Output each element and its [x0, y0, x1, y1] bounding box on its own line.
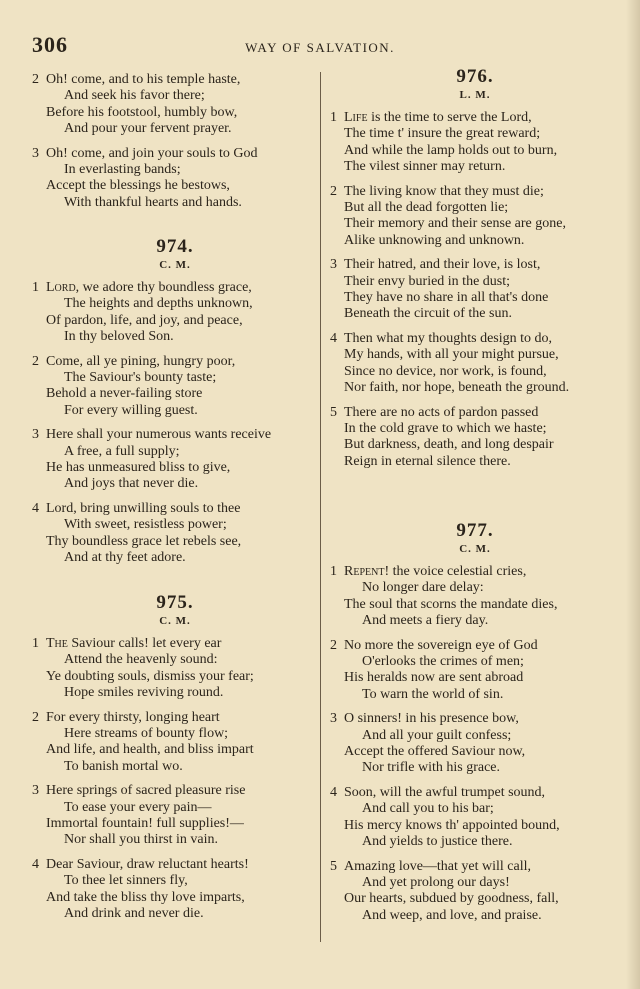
- verse-line: A free, a full supply;: [64, 443, 180, 459]
- verse-line: Nor trifle with his grace.: [362, 760, 501, 776]
- verse-line: To ease your every pain—: [64, 799, 212, 815]
- verse-line: And weep, and love, and praise.: [362, 907, 542, 923]
- verse-line: Come, all ye pining, hungry poor,: [46, 353, 236, 369]
- verse-line: He has unmeasured bliss to give,: [46, 460, 231, 476]
- running-head: WAY OF SALVATION.: [245, 40, 395, 55]
- verse-line: And call you to his bar;: [362, 801, 494, 817]
- verse-line: His heralds now are sent abroad: [344, 670, 524, 686]
- stanza: [32, 783, 318, 849]
- stanza: [32, 354, 318, 420]
- stanza-number: 1: [32, 636, 39, 651]
- stanza: [330, 785, 620, 851]
- stanza: [330, 110, 620, 176]
- verse-line: And life, and health, and bliss impart: [46, 742, 254, 758]
- verse-line: Their memory and their sense are gone,: [344, 216, 566, 232]
- stanza-number: 2: [32, 709, 39, 725]
- stanza: [32, 501, 318, 567]
- verse-line: In thy beloved Son.: [64, 329, 174, 345]
- stanza-number: 3: [330, 711, 337, 727]
- verse-line: Accept the offered Saviour now,: [344, 744, 526, 760]
- first-word: The: [46, 636, 68, 651]
- page-number: 306: [32, 32, 68, 57]
- stanza-number: 4: [32, 856, 39, 872]
- first-word: Lord,: [46, 280, 80, 295]
- stanza: [330, 331, 620, 397]
- verse-line: Soon, will the awful trumpet sound,: [344, 784, 546, 800]
- verse-line: For every willing guest.: [64, 402, 198, 418]
- stanza: [32, 280, 318, 346]
- stanza-number: 3: [330, 257, 337, 273]
- verse-line: Beneath the circuit of the sun.: [344, 306, 512, 322]
- verse-line: Thy boundless grace let rebels see,: [46, 533, 242, 549]
- hymn-number: 976.: [456, 66, 494, 87]
- hymn-meter: L. M.: [459, 89, 491, 101]
- stanza: [32, 72, 258, 138]
- stanza: [32, 146, 258, 212]
- first-word: Repent: [344, 564, 385, 579]
- verse-line: There are no acts of pardon passed: [344, 404, 539, 420]
- verse-line: Reign in eternal silence there.: [344, 453, 511, 469]
- first-word: Life: [344, 110, 368, 125]
- verse-line: And while the lamp holds out to burn,: [344, 142, 558, 158]
- stanza: [330, 564, 620, 630]
- hymn-meter: C. M.: [159, 615, 191, 627]
- verse-line: But all the dead forgotten lie;: [344, 200, 509, 216]
- verse-line: To warn the world of sin.: [362, 686, 504, 702]
- verse-line: Dear Saviour, draw reluctant hearts!: [46, 856, 249, 872]
- hymn-974: [32, 236, 318, 575]
- verse-line: Oh! come, and to his temple haste,: [46, 72, 241, 87]
- verse-line: They have no share in all that's done: [344, 290, 549, 306]
- verse-line: Their envy buried in the dust;: [344, 273, 511, 289]
- verse-line: To banish mortal wo.: [64, 758, 183, 774]
- verse-line: Nor faith, nor hope, beneath the ground.: [344, 380, 570, 396]
- stanza-number: 3: [32, 145, 39, 161]
- hymn-meter: C. M.: [459, 543, 491, 555]
- verse-line: And take the bliss thy love imparts,: [46, 889, 245, 905]
- verse-line: The Saviour's bounty taste;: [64, 370, 217, 386]
- stanza-number: 5: [330, 858, 337, 874]
- stanza-number: 5: [330, 404, 337, 420]
- hymn-975: [32, 592, 318, 931]
- stanza: [32, 427, 318, 493]
- verse-line: For every thirsty, longing heart: [46, 709, 220, 725]
- verse-line: And yields to justice there.: [362, 834, 513, 850]
- stanza-number: 4: [330, 784, 337, 800]
- stanza-number: 4: [32, 500, 39, 516]
- verse-line: Our hearts, subdued by goodness, fall,: [344, 891, 559, 907]
- stanza: [330, 711, 620, 777]
- verse-line: And meets a fiery day.: [362, 613, 489, 629]
- hymn-number: 974.: [156, 236, 194, 257]
- verse-line: The vilest sinner may return.: [344, 159, 506, 175]
- verse-line: And all your guilt confess;: [362, 727, 512, 743]
- stanza-number: 2: [330, 183, 337, 199]
- hymn-977: [330, 520, 620, 932]
- stanza-number: 1: [32, 280, 39, 295]
- verse-line: And pour your fervent prayer.: [64, 121, 232, 137]
- hymn-973-continuation: [32, 72, 258, 219]
- verse-line: The living know that they must die;: [344, 183, 544, 199]
- verse-line: With thankful hearts and hands.: [64, 194, 242, 210]
- verse-line: Accept the blessings he bestows,: [46, 178, 230, 194]
- stanza: [32, 710, 318, 776]
- verse-line: Alike unknowing and unknown.: [344, 232, 525, 248]
- stanza-number: 2: [32, 353, 39, 369]
- verse-line: Before his footstool, humbly bow,: [46, 104, 238, 120]
- verse-line: Nor shall you thirst in vain.: [64, 832, 218, 848]
- verse-line: Of pardon, life, and joy, and peace,: [46, 312, 243, 328]
- verse-line: The soul that scorns the mandate dies,: [344, 596, 558, 612]
- verse-line-rest: ! the voice celestial cries,: [384, 564, 527, 579]
- hymn-number: 977.: [456, 520, 494, 541]
- hymn-976: [330, 66, 620, 478]
- verse-line: Oh! come, and join your souls to God: [46, 145, 258, 161]
- hymn-meter: C. M.: [159, 259, 191, 271]
- stanza: [330, 405, 620, 471]
- verse-line: Attend the heavenly sound:: [64, 652, 218, 668]
- verse-line: O sinners! in his presence bow,: [344, 711, 519, 727]
- verse-line: Here springs of sacred pleasure rise: [46, 783, 246, 799]
- verse-line: O'erlooks the crimes of men;: [362, 654, 524, 670]
- column-divider: [320, 72, 321, 942]
- verse-line: My hands, with all your might pursue,: [344, 347, 559, 363]
- verse-line: [46, 636, 318, 652]
- stanza-number: 3: [32, 783, 39, 799]
- verse-line: The time t' insure the great reward;: [344, 126, 541, 142]
- verse-line: Lord, bring unwilling souls to thee: [46, 500, 241, 516]
- verse-line: Ye doubting souls, dismiss your fear;: [46, 668, 254, 684]
- stanza-number: 3: [32, 427, 39, 443]
- verse-line: In everlasting bands;: [64, 162, 181, 178]
- verse-line: And yet prolong our days!: [362, 874, 510, 890]
- stanza: [330, 638, 620, 704]
- verse-line: And joys that never die.: [64, 476, 199, 492]
- verse-line: But darkness, death, and long despair: [344, 437, 554, 453]
- stanza: [32, 636, 318, 702]
- verse-line: In the cold grave to which we haste;: [344, 420, 547, 436]
- stanza: [330, 257, 620, 323]
- verse-line-rest: is the time to serve the Lord,: [367, 110, 532, 125]
- verse-line: Their hatred, and their love, is lost,: [344, 257, 541, 273]
- verse-line-rest: we adore thy boundless grace,: [79, 280, 252, 295]
- stanza: [330, 184, 620, 250]
- stanza: [32, 857, 318, 923]
- verse-line: Here shall your numerous wants receive: [46, 427, 272, 443]
- stanza: [330, 859, 620, 925]
- verse-line: His mercy knows th' appointed bound,: [344, 817, 560, 833]
- verse-line: Hope smiles reviving round.: [64, 685, 224, 701]
- verse-line: And seek his favor there;: [64, 88, 205, 104]
- verse-line: And drink and never die.: [64, 906, 204, 922]
- verse-line: [344, 564, 620, 580]
- hymn-number: 975.: [156, 592, 194, 613]
- verse-line: Immortal fountain! full supplies!—: [46, 816, 244, 832]
- verse-line: Here streams of bounty flow;: [64, 726, 229, 742]
- stanza-number: 4: [330, 330, 337, 346]
- stanza-number: 1: [330, 564, 337, 579]
- stanza-number: 2: [32, 72, 39, 87]
- stanza-number: 2: [330, 637, 337, 653]
- verse-line: Behold a never-failing store: [46, 386, 203, 402]
- verse-line: Then what my thoughts design to do,: [344, 330, 553, 346]
- verse-line: [344, 110, 620, 126]
- verse-line: Since no device, nor work, is found,: [344, 363, 547, 379]
- verse-line: With sweet, resistless power;: [64, 517, 227, 533]
- verse-line: No more the sovereign eye of God: [344, 637, 538, 653]
- stanza-number: 1: [330, 110, 337, 125]
- verse-line: Amazing love—that yet will call,: [344, 858, 532, 874]
- verse-line: To thee let sinners fly,: [64, 873, 188, 889]
- verse-line: No longer dare delay:: [362, 580, 484, 596]
- verse-line: [46, 280, 318, 296]
- verse-line-rest: Saviour calls! let every ear: [67, 636, 222, 651]
- verse-line: And at thy feet adore.: [64, 550, 186, 566]
- verse-line: The heights and depths unknown,: [64, 296, 253, 312]
- page-edge-shadow: [626, 0, 640, 989]
